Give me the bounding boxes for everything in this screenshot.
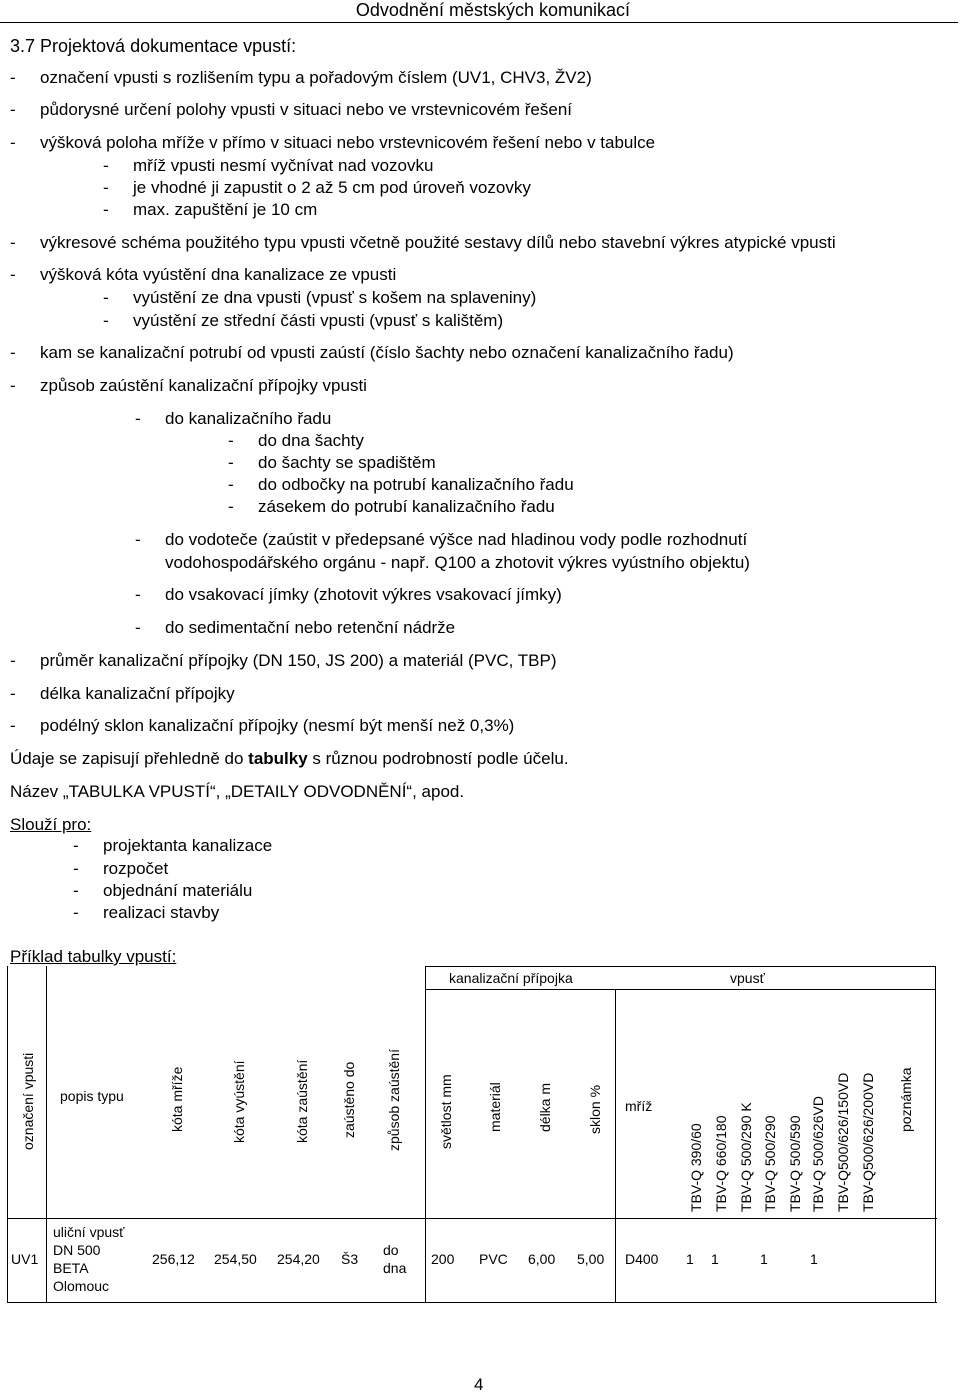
col-header-kota-zausteni: kóta zaústění	[294, 1059, 310, 1143]
group-header-pripojka: kanalizační přípojka	[449, 970, 573, 986]
paragraph-table-note: Údaje se zapisují přehledně do tabulky s různou podrobností podle účelu.	[10, 749, 569, 768]
cell-zpusob-line: do	[383, 1242, 399, 1258]
document-header-title: Odvodnění městských komunikací	[355, 0, 630, 20]
cell-popis-line: Olomouc	[53, 1278, 110, 1294]
table-rule	[425, 966, 426, 1303]
page-number: 4	[474, 1375, 484, 1394]
table-rule	[7, 966, 8, 1303]
col-header-popis: popis typu	[60, 1088, 124, 1104]
cell-popis-line: uliční vpusť	[53, 1224, 125, 1240]
sub-list-item: do vsakovací jímky (zhotovit výkres vsakovací jímky)	[165, 585, 562, 604]
sub-list-item: vyústění ze střední části vpusti (vpusť s kalištěm)	[133, 311, 504, 330]
cell-tbv-500-290: 1	[760, 1251, 768, 1267]
cell-popis-line: DN 500	[53, 1242, 101, 1258]
col-header-tbv-660-180: TBV-Q 660/180	[713, 1115, 729, 1212]
col-header-zpusob: způsob zaústění	[386, 1049, 402, 1151]
list-item: označení vpusti s rozlišením typu a pořadovým číslem (UV1, CHV3, ŽV2)	[40, 68, 592, 87]
sub-sub-list-item: zásekem do potrubí kanalizačního řadu	[258, 497, 555, 516]
col-header-poznamka: poznámka	[898, 1067, 914, 1132]
sub-sub-list-item: do dna šachty	[258, 431, 364, 450]
list-item: průměr kanalizační přípojky (DN 150, JS 200) a materiál (PVC, TBP)	[40, 651, 557, 670]
serves-item: rozpočet	[103, 859, 169, 878]
cell-mriz: D400	[625, 1251, 659, 1267]
col-header-tbv-500-626vd: TBV-Q 500/626VD	[810, 1096, 826, 1212]
serves-item: objednání materiálu	[103, 881, 253, 900]
serves-title: Slouží pro:	[10, 815, 92, 834]
serves-item: realizaci stavby	[103, 903, 220, 922]
col-header-tbv-500-290k: TBV-Q 500/290 K	[738, 1102, 754, 1212]
cell-oznaceni: UV1	[11, 1251, 39, 1267]
cell-svetlost: 200	[431, 1251, 455, 1267]
paragraph-table-names: Název „TABULKA VPUSTÍ“, „DETAILY ODVODNĚNÍ“, apod.	[10, 782, 465, 801]
cell-tbv-500-626vd: 1	[810, 1251, 818, 1267]
col-header-zausteno-do: zaústěno do	[341, 1061, 357, 1138]
example-table-title: Příklad tabulky vpustí:	[10, 947, 177, 966]
cell-kota-zausteni: 254,20	[277, 1251, 320, 1267]
col-header-oznaceni: označení vpusti	[20, 1052, 36, 1150]
cell-kota-mrize: 256,12	[152, 1251, 195, 1267]
col-header-kota-vyusteni: kóta vyústění	[231, 1060, 247, 1143]
col-header-kota-mrize: kóta mříže	[169, 1066, 185, 1132]
cell-tbv-660-180: 1	[711, 1251, 719, 1267]
list-item: výkresové schéma použitého typu vpusti včetně použité sestavy dílů nebo stavební výkres atypické vpusti	[40, 233, 836, 252]
sub-list-item: do vodoteče (zaústit v předepsané výšce nad hladinou vody podle rozhodnutí	[165, 530, 748, 549]
table-rule	[46, 966, 47, 1303]
sub-list-item-continuation: vodohospodářského orgánu - např. Q100 a zhotovit výkres vyústního objektu)	[165, 553, 750, 572]
col-header-tbv-500-290: TBV-Q 500/290	[762, 1115, 778, 1212]
cell-delka: 6,00	[528, 1251, 556, 1267]
list-item: výšková poloha mříže v přímo v situaci nebo vrstevnicovém řešení nebo v tabulce	[40, 133, 656, 152]
table-rule	[7, 1218, 937, 1219]
list-item: výšková kóta vyústění dna kanalizace ze vpusti	[40, 265, 397, 284]
sub-sub-list-item: do odbočky na potrubí kanalizačního řadu	[258, 475, 574, 494]
list-item: kam se kanalizační potrubí od vpusti zaústí (číslo šachty nebo označení kanalizačního řadu)	[40, 343, 734, 362]
table-rule	[425, 966, 935, 967]
header-rule	[0, 22, 958, 23]
col-header-material: materiál	[487, 1082, 503, 1132]
table-rule	[425, 989, 935, 990]
cell-zausteno-do: Š3	[341, 1251, 359, 1267]
table-rule	[615, 989, 616, 1303]
sub-list-item: max. zapuštění je 10 cm	[133, 200, 318, 219]
col-header-delka: délka m	[537, 1082, 553, 1132]
cell-material: PVC	[479, 1251, 508, 1267]
cell-popis-line: BETA	[53, 1260, 89, 1276]
list-item: délka kanalizační přípojky	[40, 684, 235, 703]
list-item: půdorysné určení polohy vpusti v situaci nebo ve vrstevnicovém řešení	[40, 100, 572, 119]
col-header-mriz: mříž	[625, 1098, 653, 1114]
col-header-tbv-500-626-200vd: TBV-Q500/626/200VD	[860, 1072, 876, 1212]
col-header-sklon: sklon %	[587, 1084, 603, 1134]
sub-sub-list-item: do šachty se spadištěm	[258, 453, 436, 472]
serves-item: projektanta kanalizace	[103, 836, 273, 855]
sub-list-item: mříž vpusti nesmí vyčnívat nad vozovku	[133, 156, 434, 175]
sub-list-item: je vhodné ji zapustit o 2 až 5 cm pod úroveň vozovky	[133, 178, 531, 197]
cell-sklon: 5,00	[577, 1251, 605, 1267]
sub-list-item: do kanalizačního řadu	[165, 409, 332, 428]
sub-list-item: do sedimentační nebo retenční nádrže	[165, 618, 456, 637]
col-header-tbv-390-60: TBV-Q 390/60	[688, 1123, 704, 1212]
col-header-tbv-500-590: TBV-Q 500/590	[787, 1115, 803, 1212]
table-rule	[935, 966, 936, 1303]
cell-tbv-390-60: 1	[686, 1251, 694, 1267]
table-rule	[7, 1302, 937, 1303]
list-item: podélný sklon kanalizační přípojky (nesmí být menší než 0,3%)	[40, 716, 515, 735]
list-item: způsob zaústění kanalizační přípojky vpusti	[40, 376, 367, 395]
col-header-svetlost: světlost mm	[438, 1074, 454, 1149]
cell-zpusob-line: dna	[383, 1260, 407, 1276]
section-title: 3.7 Projektová dokumentace vpustí:	[10, 36, 297, 56]
cell-kota-vyusteni: 254,50	[214, 1251, 257, 1267]
group-header-vpust: vpusť	[730, 970, 765, 986]
col-header-tbv-500-626-150vd: TBV-Q500/626/150VD	[835, 1072, 851, 1212]
sub-list-item: vyústění ze dna vpusti (vpusť s košem na splaveniny)	[133, 288, 537, 307]
